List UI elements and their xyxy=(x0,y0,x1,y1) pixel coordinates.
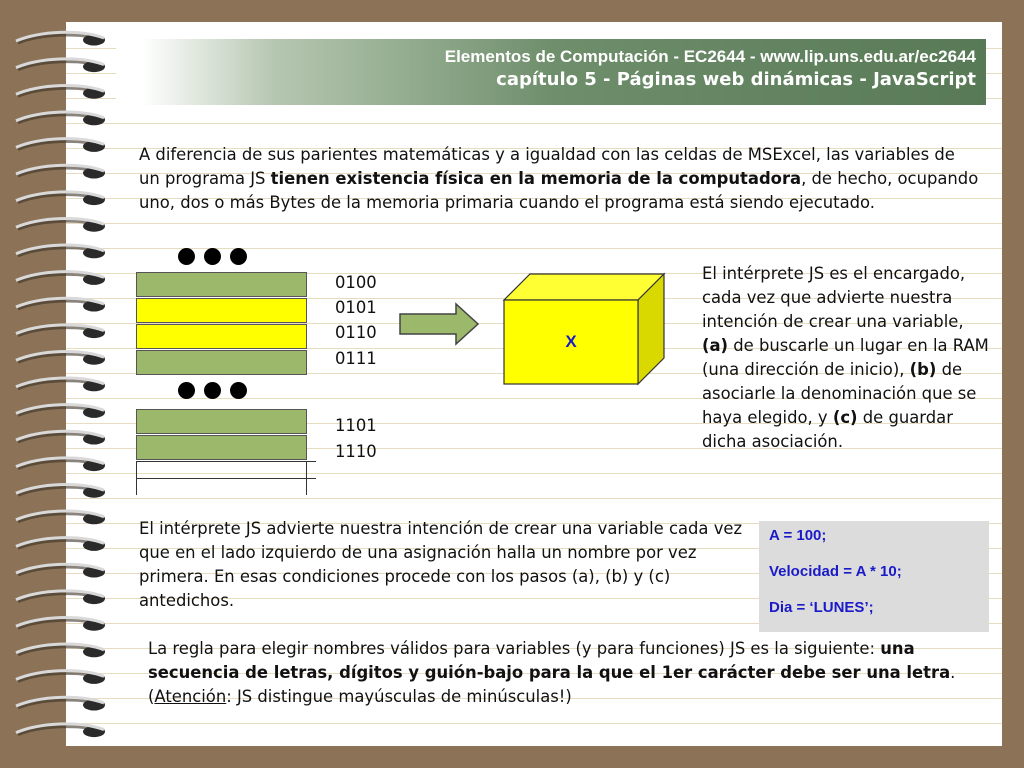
right-arrow-icon xyxy=(398,302,482,346)
spiral-ring xyxy=(16,298,105,311)
assignment-paragraph: El intérprete JS advierte nuestra intención de crear una variable cada vez que en el lado izquierdo de una asignación halla un nombre por vez primera. En esas condiciones procede con los pasos (a), (b) y (c) antedichos. xyxy=(139,519,743,610)
address-label: 0100 xyxy=(335,273,377,292)
memory-cell-0101 xyxy=(136,298,307,323)
spiral-ring xyxy=(16,405,105,418)
address-label: 1110 xyxy=(335,442,377,461)
spiral-ring xyxy=(16,484,105,497)
spiral-ring xyxy=(16,139,105,152)
memory-divider xyxy=(136,461,316,462)
ellipsis-dots-top xyxy=(178,248,256,266)
memory-edge-right xyxy=(306,461,307,495)
spiral-ring xyxy=(16,458,105,471)
spiral-ring xyxy=(16,85,105,98)
spiral-ring xyxy=(16,165,105,178)
code-line: A = 100; xyxy=(769,527,827,544)
address-label: 0110 xyxy=(335,323,377,342)
spiral-ring xyxy=(16,192,105,205)
memory-cell-0110 xyxy=(136,324,307,349)
chapter-title: capítulo 5 - Páginas web dinámicas - JavaScript xyxy=(496,69,976,90)
spiral-ring xyxy=(16,351,105,364)
spiral-ring xyxy=(16,644,105,657)
spiral-ring xyxy=(16,272,105,285)
spiral-ring xyxy=(16,511,105,524)
slide-header xyxy=(116,39,986,105)
ellipsis-dots-bottom xyxy=(178,382,256,400)
naming-rule-paragraph: La regla para elegir nombres válidos para variables (y para funciones) JS es la siguiente: una secuencia de letras, dígitos y guión-bajo para la que el 1er carácter debe ser una letra. (Atención: JS distingue mayúsculas de minúsculas!) xyxy=(148,639,956,706)
code-line: Velocidad = A * 10; xyxy=(769,563,902,580)
variable-name-label: X xyxy=(565,332,577,351)
memory-cell-1110 xyxy=(136,435,307,460)
memory-cell-0111 xyxy=(136,350,307,375)
spiral-ring xyxy=(16,617,105,630)
spiral-binding xyxy=(0,0,120,768)
spiral-ring xyxy=(16,112,105,125)
memory-edge-left xyxy=(136,461,137,495)
code-line: Dia = ‘LUNES’; xyxy=(769,599,874,616)
memory-cell-0100 xyxy=(136,272,307,297)
address-label: 0101 xyxy=(335,298,377,317)
spiral-ring xyxy=(16,218,105,231)
memory-divider xyxy=(136,478,316,479)
spiral-ring xyxy=(16,591,105,604)
spiral-ring xyxy=(16,431,105,444)
spiral-ring xyxy=(16,325,105,338)
spiral-ring xyxy=(16,32,105,45)
spiral-ring xyxy=(16,245,105,258)
interpreter-paragraph: El intérprete JS es el encargado, cada vez que advierte nuestra intención de crear una variable, (a) de buscarle un lugar en la RAM (una dirección de inicio), (b) de asociarle la denominación que se haya elegido, y (c) de guardar dicha asociación. xyxy=(702,264,989,451)
spiral-ring xyxy=(16,564,105,577)
memory-cell-1101 xyxy=(136,409,307,434)
address-label: 1101 xyxy=(335,416,377,435)
code-example-box xyxy=(759,521,989,632)
spiral-ring xyxy=(16,59,105,72)
course-title: Elementos de Computación - EC2644 - www.lip.uns.edu.ar/ec2644 xyxy=(444,47,976,66)
spiral-ring xyxy=(16,724,105,737)
spiral-ring xyxy=(16,671,105,684)
spiral-ring xyxy=(16,538,105,551)
intro-paragraph: A diferencia de sus parientes matemáticas y a igualdad con las celdas de MSExcel, las variables de un programa JS tienen existencia física en la memoria de la computadora, de hecho, ocupando uno, dos o más Bytes de la memoria primaria cuando el programa está siendo ejecutado. xyxy=(139,145,979,212)
spiral-ring xyxy=(16,697,105,710)
variable-box xyxy=(500,272,668,387)
address-label: 0111 xyxy=(335,349,377,368)
spiral-ring xyxy=(16,378,105,391)
